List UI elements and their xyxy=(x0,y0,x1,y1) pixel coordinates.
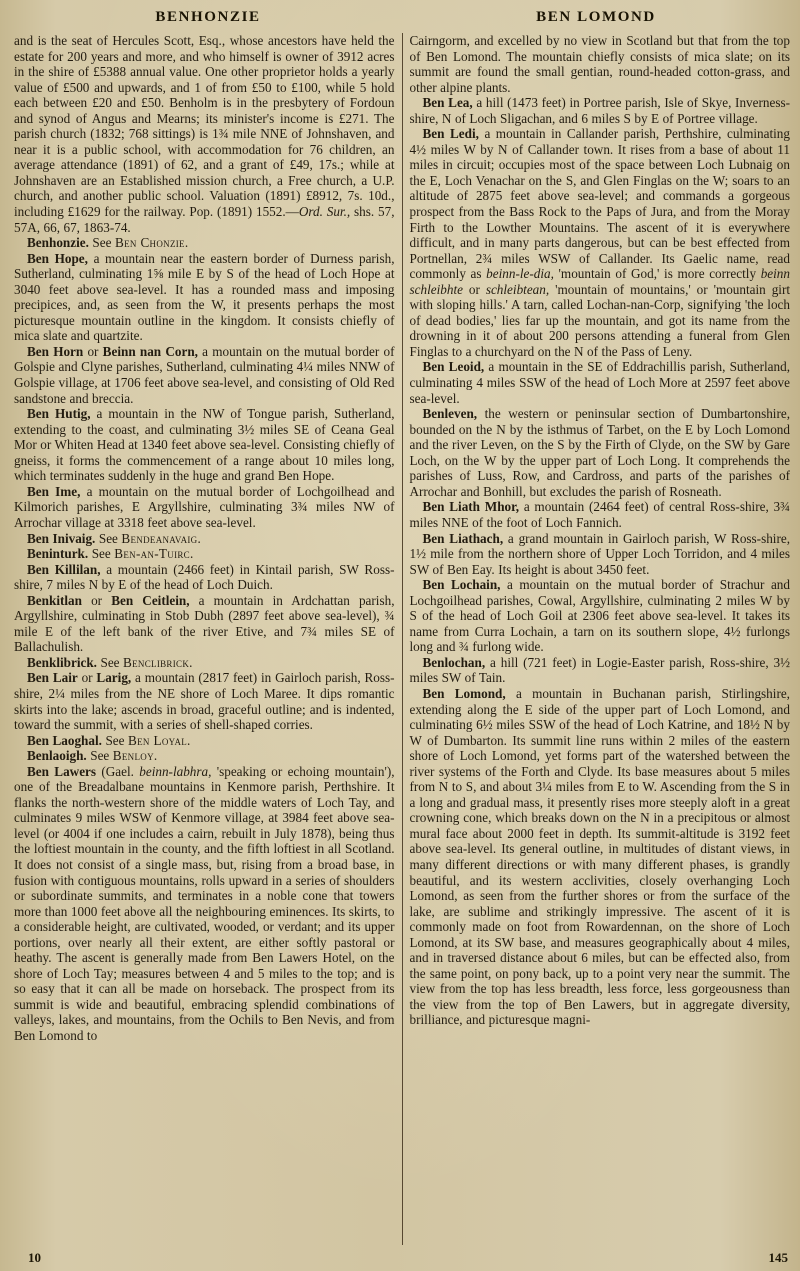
text-run: Ben Horn xyxy=(27,343,84,359)
text-run: Ord. Sur., xyxy=(298,204,351,220)
text-run: a grand mountain in Gairloch parish, W Ross-shire, 1½ mile from the northern shore of Upper Loch Torridon, and 4 miles SW of Ben Eay. Its height is about 3450 feet. xyxy=(409,530,790,577)
text-run: . xyxy=(184,235,189,251)
text-run: Benlaoigh. xyxy=(27,748,87,764)
text-run: 'speaking or echoing mountain'), one of the Breadalbane mountains in Kenmore parish, Perthshire. It flanks the north-western shore of the middle waters of Loch Tay, and culminates 9 miles WSW of Kenmore village, at 3984 feet above sea-level (or 4004 if one includes a cairn, rebuilt in July 1878), being thus the loftiest mountain in the county, and the fifth loftiest in all Scotland. It does not consist of a single mass, but, rising from a broad base, in fusion with contiguous mountains, rolls upward in a series of shoulders or subordinate summits, and terminates in a noble cone that towers more than 1000 feet above all the neighbouring eminences. Its skirts, to a considerable height, are cultivated, wooded, or verdant; and its upper portions, over nearly all their extent, are either softly pastoral or heathy. The ascent is generally made from Ben Lawers Hotel, on the shore of Loch Tay; measures between 4 and 5 miles to the top; and is so easy that it can all be made on horseback. The prospect from its summit is wide and beautiful, embracing splendid combinations of valleys, lakes, and mountains, from the Ochils to Ben Nevis, and from Ben Lomond to xyxy=(14,763,395,1043)
entry-paragraph xyxy=(14,670,395,732)
entry-paragraph xyxy=(14,655,395,671)
column-divider-rule xyxy=(402,33,403,1245)
text-run: a mountain in the NW of Tongue parish, Sutherland, extending to the coast, and culminating 3½ miles SE of Ceana Geal Mor or Whiten Head at 1340 feet above sea-level. Consisting chiefly of gneiss, it forms the commencement of a range about 10 miles long, which terminates suddenly in the huge and grand Ben Hope. xyxy=(14,406,395,484)
entry-paragraph xyxy=(14,235,395,251)
text-run: a mountain in Buchanan parish, Stirlingshire, extending along the E side of the upper part of Loch Lomond, and culminating 6½ miles SSW of the head of Loch Katrine, and 18½ N by W of Dumbarton. Its summit line runs within 2 miles of the eastern shore of Loch Lomond, yet forms part of the watershed between the river systems of the Forth and Clyde. Its base measures about 5 miles from N to S, and about 3¼ miles from E to W. Ascending from the S in a long and gradual mass, it presently rises more steeply aloft in a great crowning cone, which breaks down on the N in a precipitous or almost mural face about 2000 feet in depth. Its summit-altitude is 3192 feet above sea-level. Its general outline, in multitudes of distant views, in many different directions or with many different phases, is grandly beautiful, and its western acclivities, closely overhanging Loch Lomond, as seen from the further shores or from the surface of the lake, are sublime and strikingly impressive. The ascent of it is commonly made on foot from Rowardennan, on the shore of Loch Lomond, at its SW base, and measures geographically about 4 miles, and in traversed distance about 6 miles, but can be effected also, from the same point, on pony back, up to a point very near the summit. The view from the top has less breadth, less force, less gorgeousness than the view from the top of Ben Lawers, but in aggregate diversity, brilliance, and picturesque magni- xyxy=(409,685,790,1028)
text-run: Bendeanavaig xyxy=(121,530,198,546)
text-run: Ben Lawers xyxy=(27,763,97,779)
entry-paragraph xyxy=(410,499,791,530)
text-run: Ben Ceitlein, xyxy=(111,592,190,608)
text-run: schleibtean, xyxy=(485,281,550,297)
page-number-right: 145 xyxy=(768,1250,788,1265)
text-run: (Gael. xyxy=(96,763,140,779)
text-run: Benkitlan xyxy=(27,592,82,608)
text-run: Benleven, xyxy=(422,406,478,422)
entry-paragraph xyxy=(14,406,395,484)
text-run: 'mountain of mountains,' or 'mountain girt with sloping hills.' A tarn, called Lochan-nan-Corp, signifying 'the loch of dead bodies,' lies far up the mountain, and got its name from the drowning in it of about 200 persons attending a funeral from Glen Finglas to a churchyard on the N of the Pass of Leny. xyxy=(409,281,790,359)
page-footer xyxy=(14,1250,788,1266)
entry-paragraph xyxy=(14,251,395,344)
entry-paragraph xyxy=(410,33,791,95)
running-header xyxy=(14,9,790,26)
text-run: Cairngorm, and excelled by no view in Scotland but that from the top of Ben Lomond. The mountain chiefly consists of mica slate; on its summit are found the small gentian, round-headed cotton-grass, and other alpine plants. xyxy=(409,33,790,95)
text-run: Ben Lea, xyxy=(422,95,473,111)
text-run: Ben Hutig, xyxy=(27,406,91,422)
entry-paragraph xyxy=(410,95,791,126)
text-run: Ben Leoid, xyxy=(422,359,485,375)
text-run: . xyxy=(189,654,193,670)
text-run: beinn-le-dia, xyxy=(486,266,554,282)
text-run: 'mountain of God,' is more correctly xyxy=(553,266,761,282)
entry-paragraph xyxy=(14,593,395,655)
entry-paragraph xyxy=(410,531,791,578)
text-run: a hill (721 feet) in Logie-Easter parish, Ross-shire, 3½ miles SW of Tain. xyxy=(409,654,790,686)
text-run: Ben Liath Mhor, xyxy=(422,499,520,515)
text-run: or xyxy=(83,343,103,359)
text-run: Larig, xyxy=(96,670,132,686)
text-run: See xyxy=(95,530,122,546)
text-run: shs. 57, 57A, 66, 67, 1863-74. xyxy=(14,204,395,235)
text-run: Benhonzie. xyxy=(27,235,89,251)
entry-paragraph xyxy=(410,126,791,359)
text-run: a mountain (2464 feet) of central Ross-shire, 3¾ miles NNE of the foot of Loch Fannich. xyxy=(409,499,790,530)
text-columns xyxy=(14,33,790,1245)
text-run: See xyxy=(88,235,115,251)
text-run: a mountain in Ardchattan parish, Argyllshire, culminating in Stob Dubh (2897 feet above sea-level), ¾ mile E of the left bank of the river Etive, and 7¾ miles SE of Ballachulish. xyxy=(14,592,395,655)
text-run: Ben Liathach, xyxy=(422,530,504,546)
text-run: Ben Hope, xyxy=(27,250,88,266)
text-run: Ben Ime, xyxy=(27,483,81,499)
entry-paragraph xyxy=(14,546,395,562)
entry-paragraph xyxy=(410,406,791,499)
text-run: See xyxy=(86,748,113,764)
text-run: and is the seat of Hercules Scott, Esq., whose ancestors have held the estate for 200 years and more, and who himself is owner of 3912 acres in the shire of £5388 annual value. One other proprietor holds a yearly value of £500 and upwards, and 1 of from £50 to £100, while 5 hold each between £20 and £50. Benholm is in the presbytery of Fordoun and synod of Angus and Mearns; its minister's income is £271. The parish church (1832; 768 sittings) is 1¾ mile NNE of Johnshaven, and near it is a public school, with accommodation for 76 children, an average attendance (1891) of 62, and a grant of £49, 17s.; while at Johnshaven are an Established mission church, a Free church, a U.P. church, and another public school. Valuation (1891) £8912, 7s. 10d., including £1629 for the railway. Pop. (1891) 1552.— xyxy=(14,33,395,220)
text-run: Benklibrick. xyxy=(27,654,97,670)
text-run: Benloy xyxy=(112,748,154,764)
text-run: the western or peninsular section of Dumbartonshire, bounded on the N by the isthmus of Tarbet, on the E by Loch Lomond and the river Leven, on the S by the Firth of Clyde, on the SW by Gare Loch, on the W by the upper part of Loch Long. It comprehends the parishes of Luss, Row, and Cardross, and parts of the parishes of Arrochar and Bonhill, but excludes the parish of Rosneath. xyxy=(409,406,790,499)
text-run: Ben Lochain, xyxy=(422,577,501,593)
entry-paragraph xyxy=(410,359,791,406)
text-run: a mountain (2466 feet) in Kintail parish, SW Ross-shire, 7 miles N by E of the head of Loch Duich. xyxy=(14,561,395,593)
text-run: Ben Ledi, xyxy=(422,126,479,142)
text-run: . xyxy=(197,530,201,546)
text-run: a hill (1473 feet) in Portree parish, Isle of Skye, Inverness-shire, N of Loch Sligachan, and 6 miles S by E of Portree village. xyxy=(409,95,790,126)
entry-paragraph xyxy=(14,733,395,749)
right-column xyxy=(410,33,791,1245)
text-run: Ben Inivaig. xyxy=(27,530,96,546)
text-run: Ben Laoghal. xyxy=(27,732,102,748)
text-run: . xyxy=(153,748,158,764)
text-run: Ben Killilan, xyxy=(27,561,101,577)
text-run: Ben-an-Tuirc xyxy=(114,546,190,562)
entry-paragraph xyxy=(410,577,791,655)
right-column-header: BEN LOMOND xyxy=(536,9,656,25)
entry-paragraph xyxy=(14,344,395,406)
text-run: a mountain on the mutual border of Strachur and Lochgoilhead parishes, Cowal, Argyllshire, culminating 2 miles W by S of the head of Loch Goil at 2306 feet above sea-level. It takes its name from Curra Lochain, a tarn on its southern slope, 4½ furlongs long and ¾ furlong wide. xyxy=(409,577,790,655)
text-run: Ben Loyal xyxy=(128,732,188,748)
text-run: or xyxy=(77,670,97,686)
text-run: Ben Chonzie xyxy=(114,235,185,251)
text-run: a mountain on the mutual border of Lochgoilhead and Kilmorich parishes, E Argyllshire, culminating 3¾ miles NW of Arrochar village at 3318 feet above sea-level. xyxy=(14,483,395,530)
left-column xyxy=(14,33,395,1245)
entry-paragraph xyxy=(410,655,791,686)
text-run: See xyxy=(101,732,128,748)
text-run: Benlochan, xyxy=(422,654,486,670)
entry-paragraph xyxy=(14,33,395,235)
text-run: a mountain in Callander parish, Perthshire, culminating 4½ miles W by N of Callander town. It rises from a base of about 11 miles in circuit; occupies most of the space between Loch Lubnaig on the E, Loch Venachar on the S, and Glen Finglas on the W; soars to an altitude of 2875 feet above sea-level; and commands a gorgeous prospect from the Bass Rock to the Paps of Jura, and from the Moray Firth to the Lowther Mountains. The ascent of it is everywhere difficult, and in many parts dangerous, but can be best effected from Portnellan, 2¾ miles WSW of Callander. Its Gaelic name, read commonly as xyxy=(409,126,790,282)
entry-paragraph xyxy=(14,531,395,547)
text-run: a mountain near the eastern border of Durness parish, Sutherland, culminating 1⅝ mile E by S of the head of Loch Hope at 3040 feet above sea-level. It has a rounded mass and imposing precipices, and, as seen from the W, it presents perhaps the most picturesque mountain outline in the kingdom. It consists chiefly of mica slate and quartzite. xyxy=(14,250,395,344)
text-run: a mountain (2817 feet) in Gairloch parish, Ross-shire, 2¼ miles from the NE shore of Loch Maree. It dips romantic skirts into the lake; ascends in broad, graceful outline; and is indented, toward the summit, with a series of shell-shaped corries. xyxy=(14,670,395,733)
text-run: Ben Lomond, xyxy=(422,685,506,701)
text-run: . xyxy=(187,732,191,748)
text-run: a mountain on the mutual border of Golspie and Clyne parishes, Sutherland, culminating 4¼ miles NNW of Golspie village, at 1706 feet above sea-level, and consisting of Old Red sandstone and breccia. xyxy=(14,343,395,406)
text-run: Beninturk. xyxy=(27,546,89,562)
text-run: Beinn nan Corn, xyxy=(102,343,198,359)
text-run: a mountain in the SE of Eddrachillis parish, Sutherland, culminating 4 miles SSW of the head of Loch More at 2597 feet above sea-level. xyxy=(409,359,790,406)
entry-paragraph xyxy=(14,562,395,593)
text-run: beinn schleibhte xyxy=(409,266,790,297)
text-run: Ben Lair xyxy=(27,670,78,686)
text-run: See xyxy=(88,546,115,562)
text-run: beinn-labhra, xyxy=(139,763,212,779)
left-column-header: BENHONZIE xyxy=(155,9,261,25)
text-run: See xyxy=(96,654,124,670)
entry-paragraph xyxy=(14,748,395,764)
entry-paragraph xyxy=(14,484,395,531)
text-run: or xyxy=(81,592,112,608)
entry-paragraph xyxy=(14,764,395,1044)
text-run: . xyxy=(189,546,194,562)
entry-paragraph xyxy=(410,686,791,1028)
text-run: Benclibrick xyxy=(123,654,190,670)
text-run: or xyxy=(462,281,486,297)
page-number-left: 10 xyxy=(28,1250,41,1265)
